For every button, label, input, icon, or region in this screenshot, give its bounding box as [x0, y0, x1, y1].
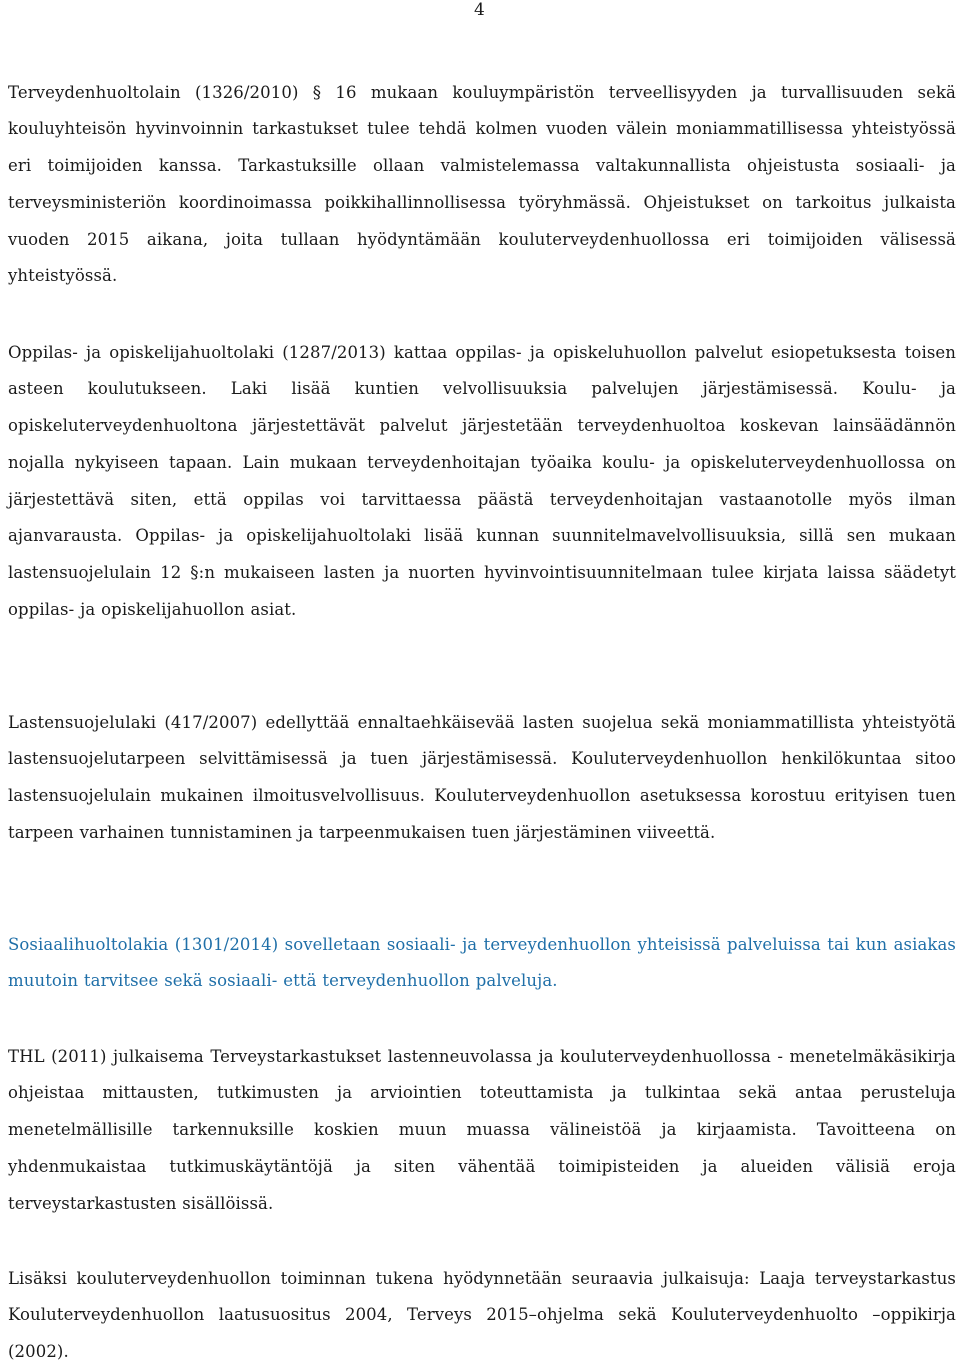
paragraph-thl-kasikirja: THL (2011) julkaisema Terveystarkastukset lastenneuvolassa ja kouluterveydenhuollossa - menetelmäkäsikirja ohjeistaa mittausten, tutkimusten ja arviointien toteuttamista ja tulkintaa sekä antaa perusteluja menetelmällisille tarkennuksille koskien muun muassa välineistöä ja kirjaamista. Tavoitteena on yhdenmukaistaa tutkimuskäytäntöjä ja siten vähentää toimipisteiden ja alueiden välisiä eroja terveystarkastusten sisällöissä.	[8, 1046, 956, 1213]
page-number: 4	[474, 0, 485, 20]
paragraph-sosiaalihuoltolaki: Sosiaalihuoltolakia (1301/2014) sovelletaan sosiaali- ja terveydenhuollon yhteisissä palveluissa tai kun asiakas muutoin tarvitsee sekä sosiaali- että terveydenhuollon palveluja.	[8, 934, 956, 991]
paragraph-oppilashuoltolaki: Oppilas- ja opiskelijahuoltolaki (1287/2013) kattaa oppilas- ja opiskeluhuollon palvelut esiopetuksesta toisen asteen koulutukseen. Laki lisää kuntien velvollisuuksia palvelujen järjestämisessä. Koulu- ja opiskeluterveydenhuoltona järjestettävät palvelut järjestetään terveydenhuoltoa koskevan lainsäädännön nojalla nykyiseen tapaan. Lain mukaan terveydenhoitajan työaika koulu- ja opiskeluterveydenhuollossa on järjestettävä siten, että oppilas voi tarvittaessa päästä terveydenhoitajan vastaanotolle myös ilman ajanvarausta. Oppilas- ja opiskelijahuoltolaki lisää kunnan suunnitelmavelvollisuuksia, sillä sen mukaan lastensuojelulain 12 §:n mukaiseen lasten ja nuorten hyvinvointisuunnitelmaan tulee kirjata laissa säädetyt oppilas- ja opiskelijahuollon asiat.	[8, 342, 956, 620]
paragraph-lastensuojelulaki: Lastensuojelulaki (417/2007) edellyttää ennaltaehkäisevää lasten suojelua sekä moniammatillista yhteistyötä lastensuojelutarpeen selvittämisessä ja tuen järjestämisessä. Kouluterveydenhuollon henkilökuntaa sitoo lastensuojelulain mukainen ilmoitusvelvollisuus. Kouluterveydenhuollon asetuksessa korostuu erityisen tuen tarpeen varhainen tunnistaminen ja tarpeenmukaisen tuen järjestäminen viiveettä.	[8, 712, 956, 842]
paragraph-julkaisut: Lisäksi kouluterveydenhuollon toiminnan tukena hyödynnetään seuraavia julkaisuja: Laaja terveystarkastus Kouluterveydenhuollon laatusuositus 2004, Terveys 2015–ohjelma sekä Kouluterveydenhuolto –oppikirja (2002).	[8, 1268, 956, 1362]
paragraph-terveydenhuoltolaki: Terveydenhuoltolain (1326/2010) § 16 mukaan kouluympäristön terveellisyyden ja turvallisuuden sekä kouluyhteisön hyvinvoinnin tarkastukset tulee tehdä kolmen vuoden välein moniammatillisessa yhteistyössä eri toimijoiden kanssa. Tarkastuksille ollaan valmistelemassa valtakunnallista ohjeistusta sosiaali- ja terveysministeriön koordinoimassa poikkihallinnollisessa työryhmässä. Ohjeistukset on tarkoitus julkaista vuoden 2015 aikana, joita tullaan hyödyntämään kouluterveydenhuollossa eri toimijoiden välisessä yhteistyössä.	[8, 82, 956, 286]
